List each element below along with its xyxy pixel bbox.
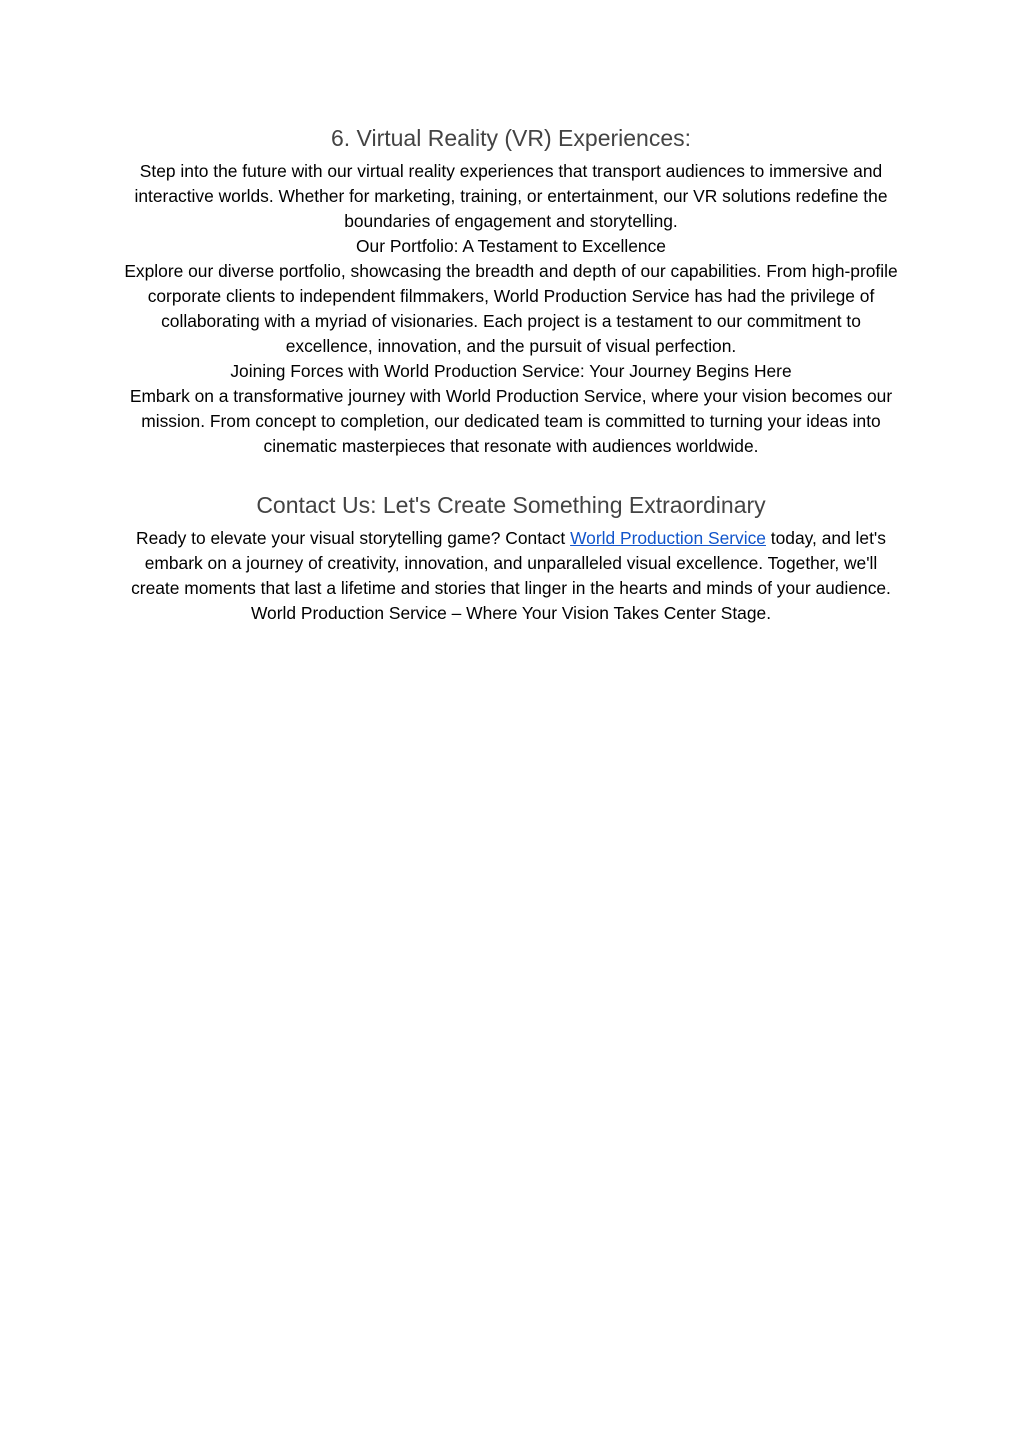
document-page	[120, 0, 902, 626]
contact-paragraph	[120, 526, 902, 626]
vr-section-heading: 6. Virtual Reality (VR) Experiences:	[330, 125, 692, 151]
joining-forces-paragraph: Embark on a transformative journey with World Production Service, where your vision becomes our mission. From concept to completion, our dedicated team is committed to turning your ideas into cinematic masterpieces that resonate with audiences worldwide.	[129, 386, 893, 456]
contact-text-after-link: today, and let's embark on a journey of creativity, innovation, and unparalleled visual excellence. Together, we'll create moments that last a lifetime and stories that linger in the hearts and minds of your audience. World Production Service – Where Your Vision Takes Center Stage.	[131, 528, 891, 623]
portfolio-title: Our Portfolio: A Testament to Excellence	[356, 236, 666, 256]
portfolio-paragraph: Explore our diverse portfolio, showcasing the breadth and depth of our capabilities. From high-profile corporate clients to independent filmmakers, World Production Service has had the privilege of collaborating with a myriad of visionaries. Each project is a testament to our commitment to excellence, innovation, and the pursuit of visual perfection.	[124, 261, 898, 356]
joining-forces-title: Joining Forces with World Production Service: Your Journey Begins Here	[230, 361, 792, 381]
contact-text-before-link: Ready to elevate your visual storytelling game? Contact	[136, 528, 571, 548]
contact-section-heading: Contact Us: Let's Create Something Extraordinary	[256, 492, 766, 518]
world-production-service-link[interactable]: World Production Service	[570, 528, 766, 548]
vr-section-paragraph: Step into the future with our virtual reality experiences that transport audiences to immersive and interactive worlds. Whether for marketing, training, or entertainment, our VR solutions redefine the boundaries of engagement and storytelling.	[134, 161, 888, 231]
